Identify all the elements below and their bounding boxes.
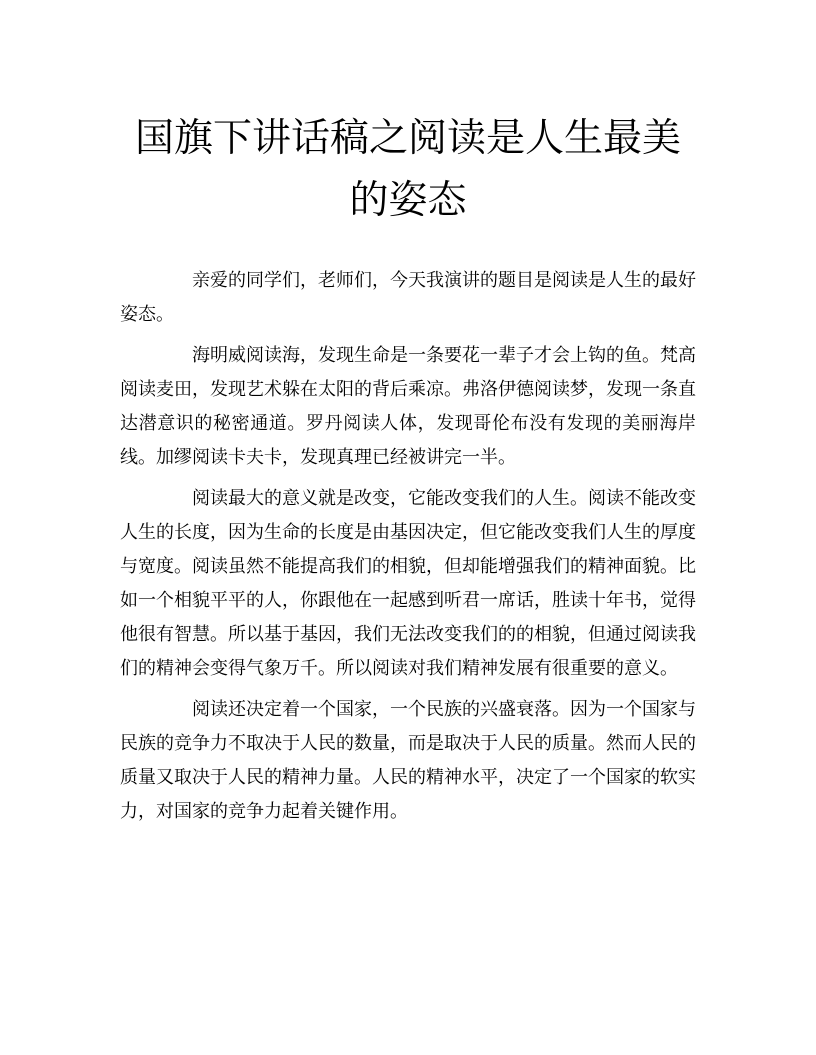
document-title: 国旗下讲话稿之阅读是人生最美的姿态	[134, 116, 681, 223]
paragraph-greeting: 亲爱的同学们，老师们，今天我演讲的题目是阅读是人生的最好姿态。	[120, 270, 696, 325]
paragraph-nation: 阅读还决定着一个国家，一个民族的兴盛衰落。因为一个国家与民族的竞争力不取决于人民的数量，而是取决于人民的质量。然而人民的质量又取决于人民的精神力量。人民的精神水平，决定了一个国家的软实力，对国家的竞争力起着关键作用。	[120, 699, 696, 822]
document-body	[120, 264, 696, 836]
paragraph-meaning: 阅读最大的意义就是改变，它能改变我们的人生。阅读不能改变人生的长度，因为生命的长度是由基因决定，但它能改变我们人生的厚度与宽度。阅读虽然不能提高我们的相貌，但却能增强我们的精神面貌。比如一个相貌平平的人，你跟他在一起感到听君一席话，胜读十年书，觉得他很有智慧。所以基于基因，我们无法改变我们的的相貌，但通过阅读我们的精神会变得气象万千。所以阅读对我们精神发展有很重要的意义。	[120, 488, 696, 679]
paragraph-examples: 海明威阅读海，发现生命是一条要花一辈子才会上钩的鱼。梵高阅读麦田，发现艺术躲在太阳的背后乘凉。弗洛伊德阅读梦，发现一条直达潜意识的秘密通道。罗丹阅读人体，发现哥伦布没有发现的美丽海岸线。加缪阅读卡夫卡，发现真理已经被讲完一半。	[120, 345, 696, 468]
